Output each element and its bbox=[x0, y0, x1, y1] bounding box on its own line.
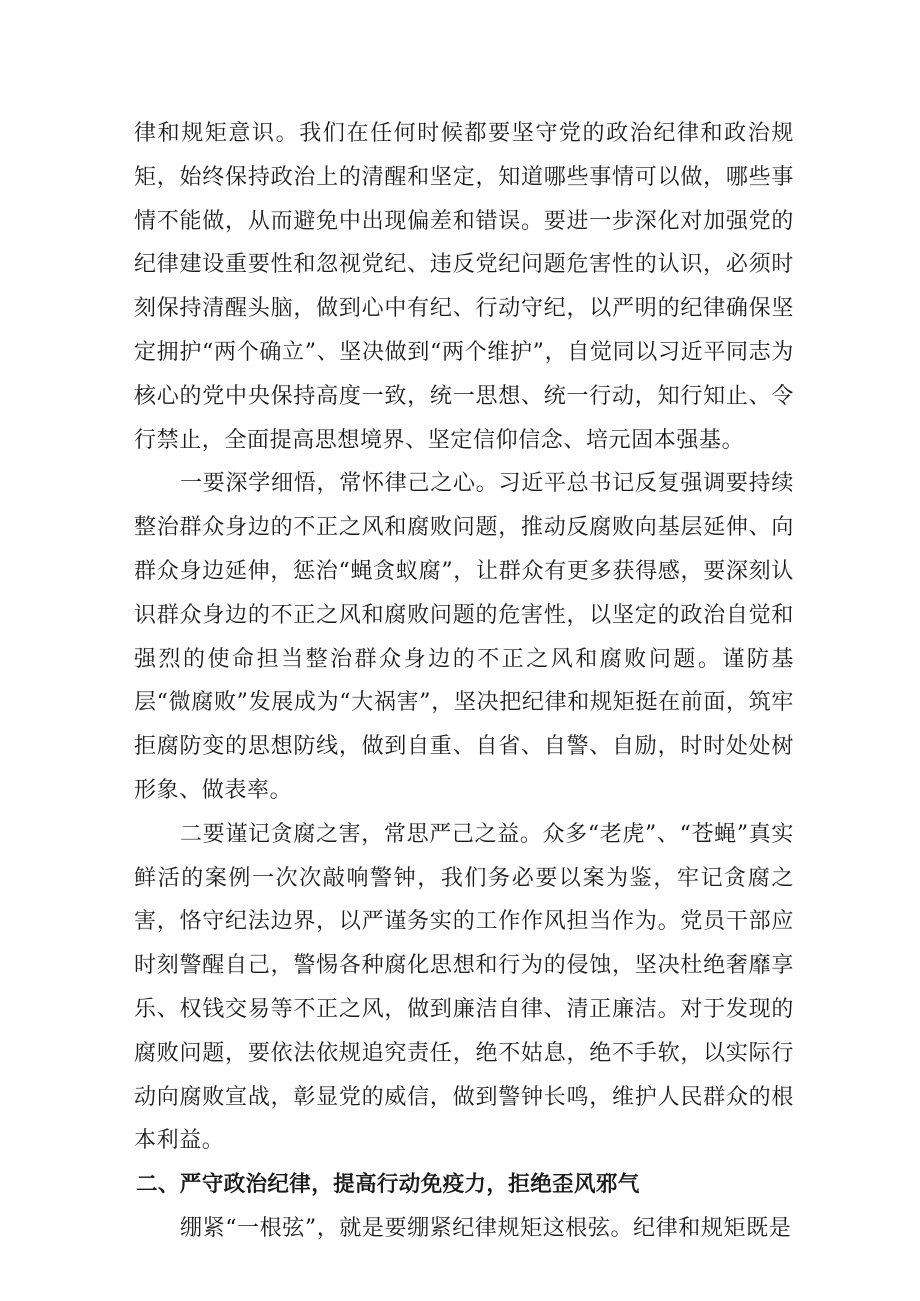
section-heading: 二、严守政治纪律，提高行动免疫力，拒绝歪风邪气 bbox=[136, 1172, 640, 1198]
paragraph-point-two: 二要谨记贪腐之害，常思严己之益。众多“老虎”、“苍蝇”真实鲜活的案例一次次敲响警钟，我们务必要以案为鉴，牢记贪腐之害，恪守纪法边界，以严谨务实的工作作风担当作为。党员干部应时刻警醒自己，警惕各种腐化思想和行为的侵蚀，坚决杜绝奢靡享乐、权钱交易等不正之风，做到廉洁自律、清正廉洁。对于发现的腐败问题，要依法依规追究责任，绝不姑息，绝不手软，以实际行动向腐败宣战，彰显党的威信，做到警钟长鸣，维护人民群众的根本利益。 bbox=[134, 821, 794, 1154]
paragraph-continued: 律和规矩意识。我们在任何时候都要坚守党的政治纪律和政治规矩，始终保持政治上的清醒和坚定，知道哪些事情可以做，哪些事情不能做，从而避免中出现偏差和错误。要进一步深化对加强党的纪律建设重要性和忽视党纪、违反党纪问题危害性的认识，必须时刻保持清醒头脑，做到心中有纪、行动守纪，以严明的纪律确保坚定拥护“两个确立”、坚决做到“两个维护”，自觉同以习近平同志为核心的党中央保持高度一致，统一思想、统一行动，知行知止、令行禁止，全面提高思想境界、坚定信仰信念、培元固本强基。 bbox=[134, 121, 794, 453]
paragraph-point-one: 一要深学细悟，常怀律己之心。习近平总书记反复强调要持续整治群众身边的不正之风和腐败问题，推动反腐败向基层延伸、向群众身边延伸，惩治“蝇贪蚁腐”，让群众有更多获得感，要深刻认识群众身边的不正之风和腐败问题的危害性，以坚定的政治自觉和强烈的使命担当整治群众身边的不正之风和腐败问题。谨防基层“微腐败”发展成为“大祸害”，坚决把纪律和规矩挺在前面，筑牢拒腐防变的思想防线，做到自重、自省、自警、自励，时时处处树形象、做表率。 bbox=[134, 471, 794, 803]
paragraph-section-start: 绷紧“一根弦”，就是要绷紧纪律规矩这根弦。纪律和规矩既是 bbox=[180, 1215, 792, 1241]
document-body bbox=[134, 112, 794, 1251]
